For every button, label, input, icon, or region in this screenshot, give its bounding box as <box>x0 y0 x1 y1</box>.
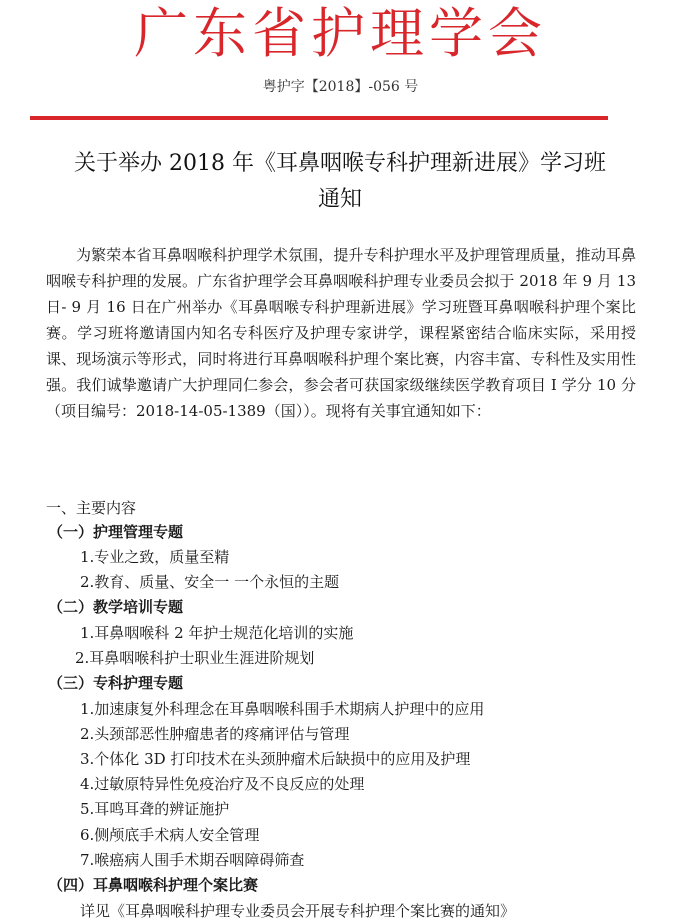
header-divider <box>30 116 608 120</box>
list-item: 3.个体化 3D 打印技术在头颈肿瘤术后缺损中的应用及护理 <box>80 750 471 768</box>
document-number: 粤护字【2018】-056 号 <box>262 79 419 95</box>
notice-title-line-2: 通知 <box>317 187 362 212</box>
list-item: 1.耳鼻咽喉科 2 年护士规范化培训的实施 <box>80 624 354 642</box>
section-heading-main-content: 一、主要内容 <box>46 499 137 517</box>
list-item: 2.头颈部恶性肿瘤患者的疼痛评估与管理 <box>80 725 350 743</box>
notice-title-line-1: 关于举办 2018 年《耳鼻咽喉专科护理新进展》学习班 <box>74 151 606 176</box>
organization-title: 广东省护理学会 <box>134 2 547 65</box>
list-item: 6.侧颅底手术病人安全管理 <box>80 826 260 844</box>
intro-paragraph: 为繁荣本省耳鼻咽喉科护理学术氛围，提升专科护理水平及护理管理质量，推动耳鼻咽喉专科护理的发展。广东省护理学会耳鼻咽喉科护理专业委员会拟于 2018 年 9 月 13 日- 9 月 16 日在广州举办《耳鼻咽喉专科护理新进展》学习班暨耳鼻咽喉科护理个案比赛。学习班将邀请国内知名专科医疗及护理专家讲学，课程紧密结合临床实际，采用授课、现场演示等形式，同时将进行耳鼻咽喉科护理个案比赛，内容丰富、专科性及实用性强。我们诚挚邀请广大护理同仁参会，参会者可获国家级继续医学教育项目 I 学分 10 分（项目编号：2018-14-05-1389（国））。现将有关事宜通知如下： <box>46 246 636 420</box>
case-competition-note: 详见《耳鼻咽喉科护理专业委员会开展专科护理个案比赛的通知》 <box>80 902 516 920</box>
subsection-title-case-competition: （四）耳鼻咽喉科护理个案比赛 <box>48 876 259 894</box>
list-item: 5.耳鸣耳聋的辨证施护 <box>80 800 230 818</box>
list-item: 2.教育、质量、安全一 一个永恒的主题 <box>80 573 340 591</box>
notice-title <box>30 146 650 218</box>
subsection-title-management: （一）护理管理专题 <box>48 523 184 541</box>
list-item: 1.专业之致，质量至精 <box>80 548 230 566</box>
list-item: 7.喉癌病人围手术期吞咽障碍筛查 <box>80 851 305 869</box>
list-item: 2.耳鼻咽喉科护士职业生涯进阶规划 <box>75 649 315 667</box>
subsection-title-education: （二）教学培训专题 <box>48 598 184 616</box>
subsection-title-specialty: （三）专科护理专题 <box>48 674 184 692</box>
list-item: 4.过敏原特异性免疫治疗及不良反应的处理 <box>80 775 365 793</box>
list-item: 1.加速康复外科理念在耳鼻咽喉科围手术期病人护理中的应用 <box>80 700 485 718</box>
